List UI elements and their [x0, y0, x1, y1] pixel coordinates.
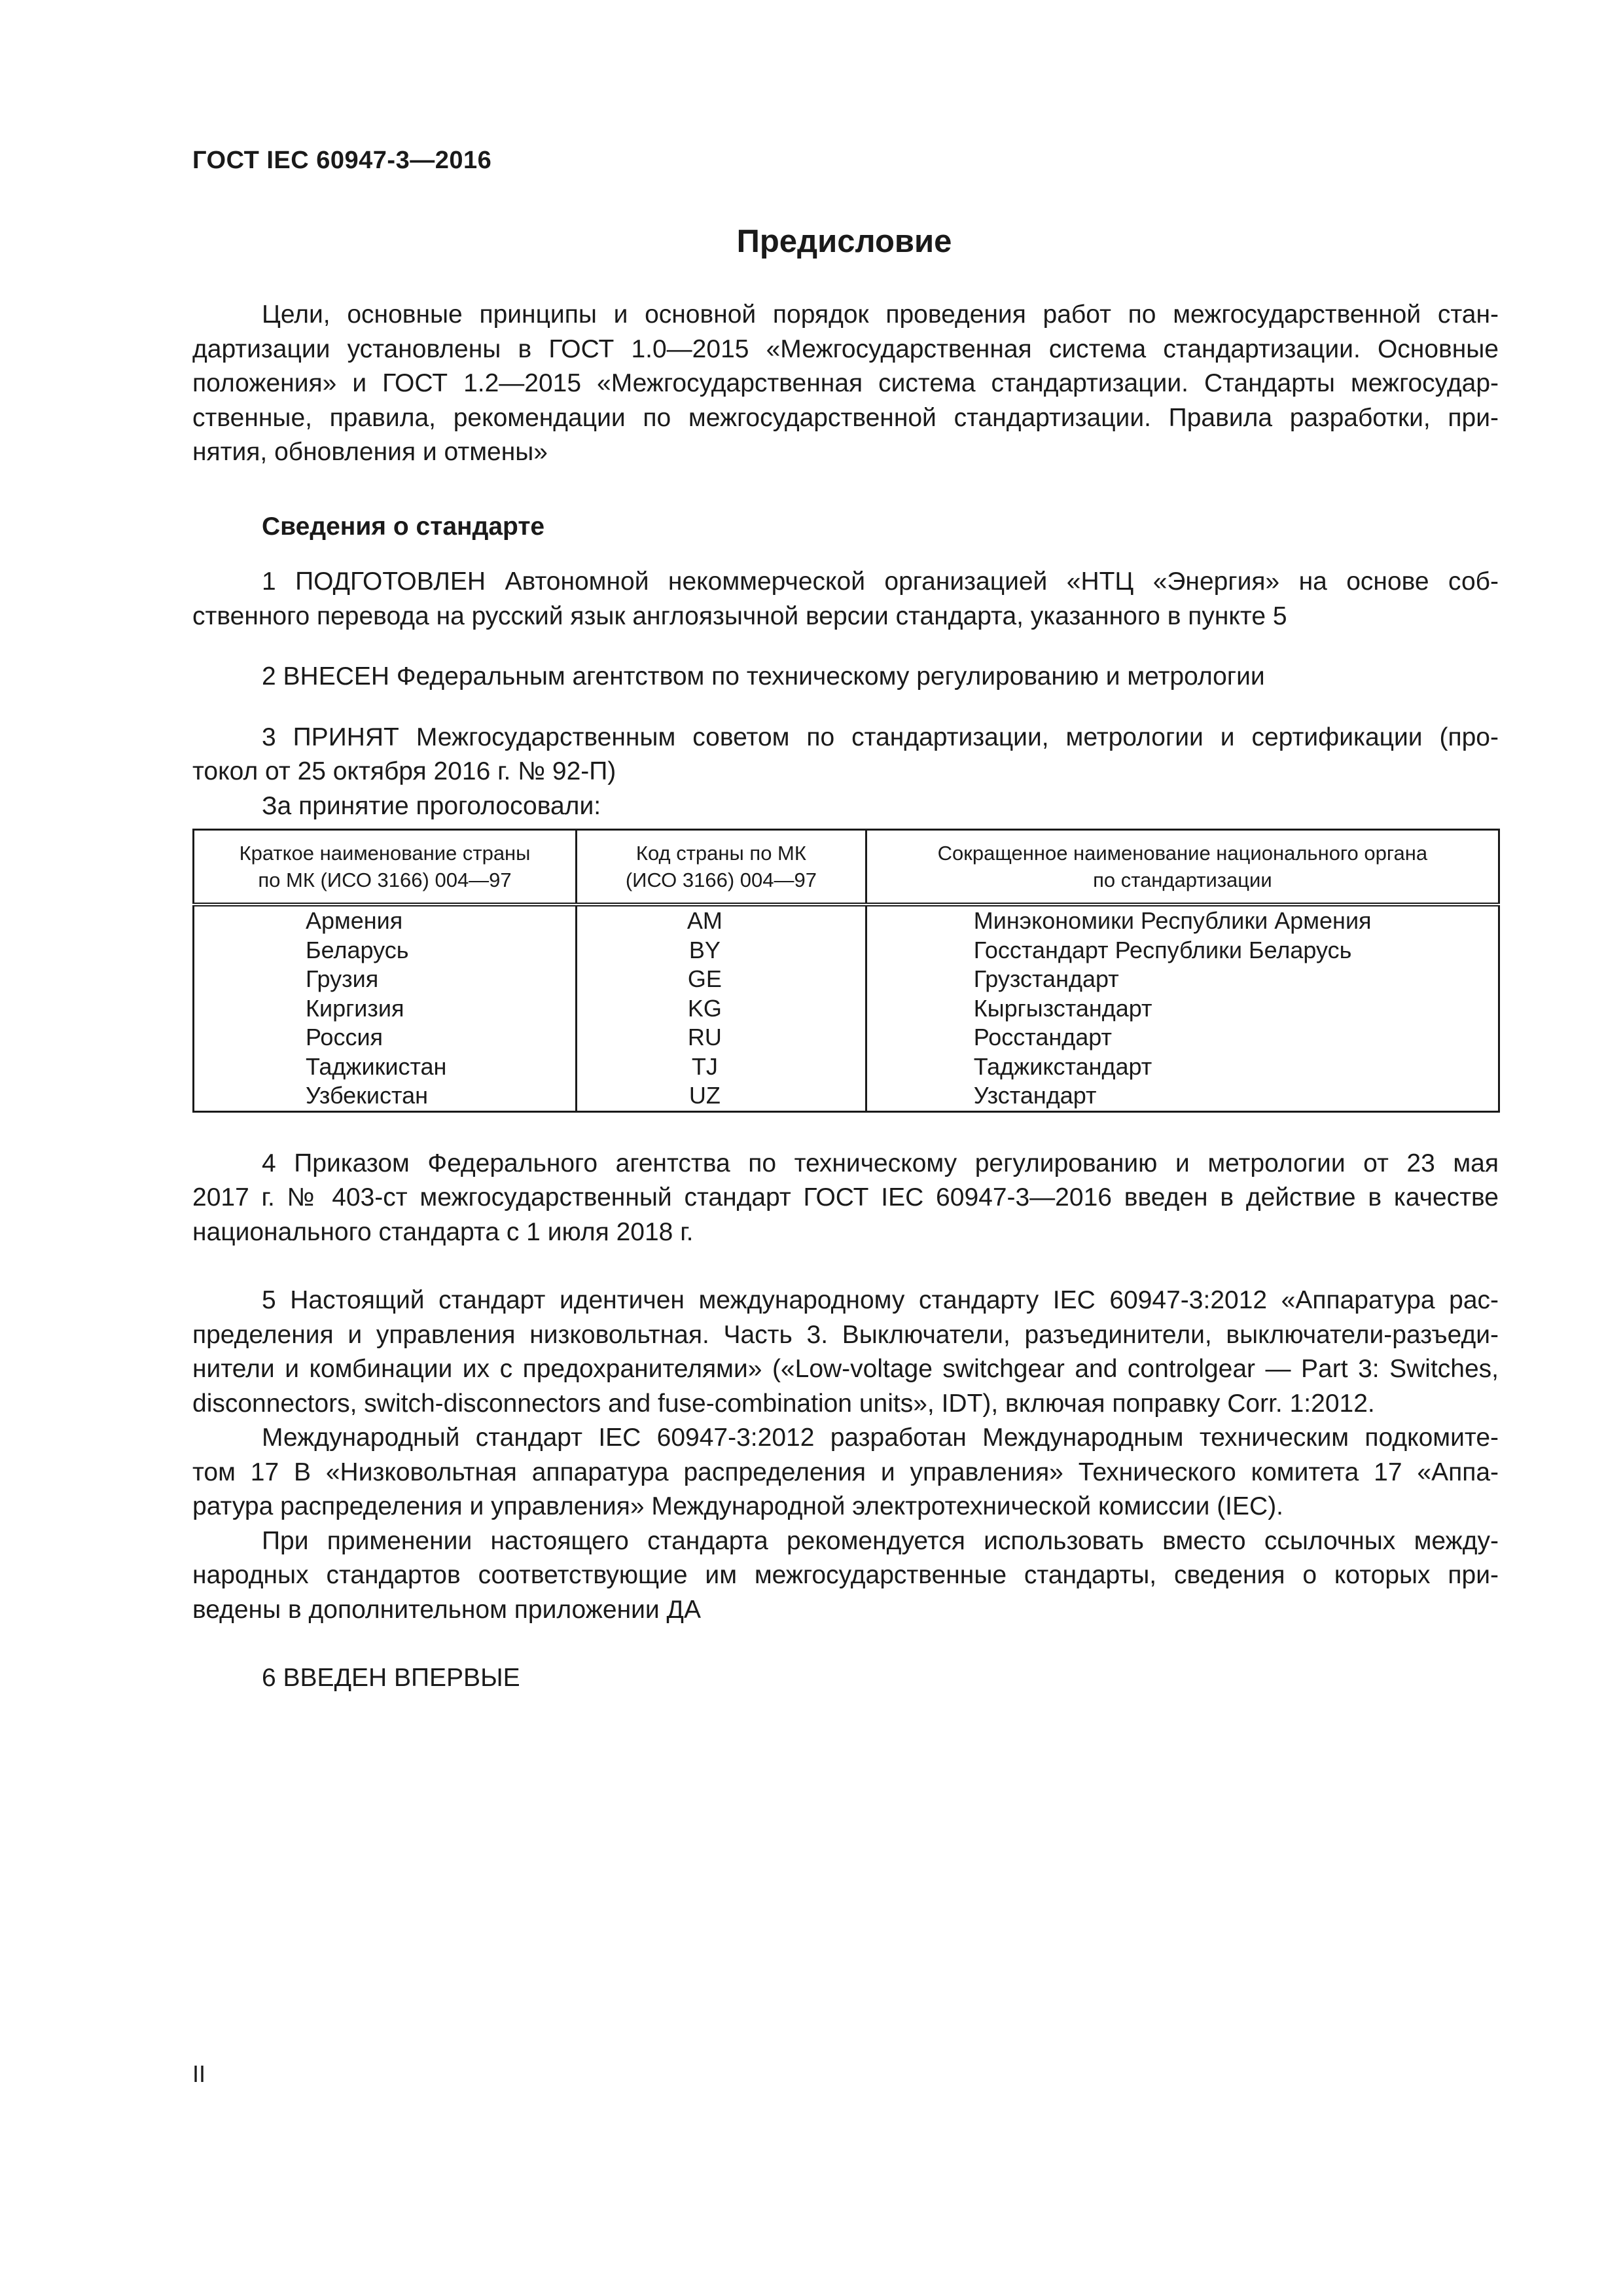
country-code: GE [687, 965, 722, 992]
item-3-paragraph [192, 721, 1499, 789]
text-line: При применении настоящего стандарта рекомендуется использовать вместо ссылочных между- [262, 1526, 1499, 1555]
country-name: Грузия [306, 965, 379, 992]
standards-body-cell [866, 905, 1499, 1111]
table-row [194, 905, 1499, 1111]
country-code: KG [687, 994, 722, 1022]
text-line: 3 ПРИНЯТ Межгосударственным советом по стандартизации, метрологии и сертификации (про- [262, 723, 1499, 751]
country-code: UZ [688, 1082, 721, 1109]
country-code: TJ [691, 1052, 718, 1080]
text-line: ственного перевода на русский язык англоязычной версии стандарта, указанного в пункте 5 [192, 601, 1287, 630]
code-cell [577, 905, 866, 1111]
item-5-paragraph [192, 1283, 1499, 1421]
text-line: ратура распределения и управления» Международной электротехнической комиссии (IEC). [192, 1492, 1284, 1520]
item-5-references-paragraph [192, 1524, 1499, 1628]
text-line: положения» и ГОСТ 1.2—2015 «Межгосударственная система стандартизации. Стандарты межгосудар- [192, 369, 1499, 397]
page-title: Предисловие [736, 224, 952, 259]
text-line: ведены в дополнительном приложении ДА [192, 1595, 701, 1624]
country-name: Россия [306, 1024, 383, 1050]
country-code: AM [687, 907, 722, 934]
item-5-iec-paragraph [192, 1421, 1499, 1524]
voted-label: За принятие проголосовали: [262, 791, 601, 820]
header-line: по стандартизации [1093, 869, 1272, 891]
standards-body-name: Грузстандарт [973, 965, 1119, 992]
text-line: 1 ПОДГОТОВЛЕН Автономной некоммерческой организацией «НТЦ «Энергия» на основе соб- [262, 567, 1499, 596]
column-header-code [577, 830, 866, 905]
standard-code-header: ГОСТ IEC 60947-3—2016 [192, 147, 492, 174]
text-line: токол от 25 октября 2016 г. № 92-П) [192, 757, 616, 785]
text-line: ственные, правила, рекомендации по межгосударственной стандартизации. Правила разработки, при- [192, 403, 1499, 432]
header-line: Код страны по МК [635, 842, 806, 865]
country-code: BY [688, 936, 721, 963]
header-line: (ИСО 3166) 004—97 [625, 869, 817, 891]
standards-body-name: Узстандарт [973, 1082, 1097, 1109]
text-line: том 17 В «Низковольтная аппаратура распределения и управления» Технического комитета 17 «Аппа- [192, 1458, 1499, 1486]
text-line: disconnectors, switch-disconnectors and fuse-combination units», IDT), включая поправку Corr. 1:2012. [192, 1389, 1375, 1418]
item-4-paragraph [192, 1147, 1499, 1250]
header-line: Сокращенное наименование национального органа [937, 842, 1428, 865]
item-6-paragraph: 6 ВВЕДЕН ВПЕРВЫЕ [262, 1664, 520, 1692]
item-1-paragraph [192, 565, 1499, 634]
header-line: по МК (ИСО 3166) 004—97 [258, 869, 512, 891]
document-body [192, 298, 1499, 1696]
member-states-table [192, 829, 1500, 1113]
section-heading-standard-info: Сведения о стандарте [262, 512, 545, 541]
text-line: нятия, обновления и отмены» [192, 438, 548, 466]
text-line: Цели, основные принципы и основной порядок проведения работ по межгосударственной стан- [262, 300, 1499, 329]
standards-body-name: Кыргызстандарт [973, 994, 1152, 1022]
country-name: Таджикистан [306, 1052, 447, 1080]
text-line: 4 Приказом Федерального агентства по техническому регулированию и метрологии от 23 мая [262, 1149, 1499, 1177]
text-line: дартизации установлены в ГОСТ 1.0—2015 «Межгосударственная система стандартизации. Основные [192, 334, 1499, 363]
standards-body-name: Росстандарт [973, 1024, 1112, 1050]
standards-body-name: Минэкономики Республики Армения [973, 907, 1372, 934]
header-line: Краткое наименование страны [239, 842, 531, 865]
country-cell [194, 905, 577, 1111]
text-line: национального стандарта с 1 июля 2018 г. [192, 1217, 694, 1246]
intro-paragraph [192, 298, 1499, 470]
text-line: нители и комбинации их с предохранителями» («Low-voltage switchgear and controlgear — Part 3: Switches, [192, 1355, 1499, 1383]
country-name: Армения [306, 907, 403, 934]
text-line: пределения и управления низковольтная. Часть 3. Выключатели, разъединители, выключатели-разъеди- [192, 1320, 1499, 1349]
country-name: Киргизия [306, 994, 404, 1022]
country-name: Узбекистан [306, 1082, 429, 1109]
text-line: 5 Настоящий стандарт идентичен международному стандарту IEC 60947-3:2012 «Аппаратура рас- [262, 1286, 1499, 1314]
table-header-row [194, 830, 1499, 905]
text-line: 2017 г. № 403-ст межгосударственный стандарт ГОСТ IEC 60947-3—2016 введен в действие в качестве [192, 1183, 1499, 1211]
standards-body-name: Таджикстандарт [973, 1052, 1152, 1080]
column-header-body [866, 830, 1499, 905]
country-code: RU [687, 1024, 722, 1050]
country-name: Беларусь [306, 936, 409, 963]
text-line: народных стандартов соответствующие им межгосударственные стандарты, сведения о которых при- [192, 1561, 1499, 1589]
item-2-paragraph: 2 ВНЕСЕН Федеральным агентством по техническому регулированию и метрологии [262, 662, 1265, 691]
column-header-country [194, 830, 577, 905]
standards-body-name: Госстандарт Республики Беларусь [973, 936, 1352, 963]
text-line: Международный стандарт IEC 60947-3:2012 разработан Международным техническим подкомите- [262, 1424, 1499, 1452]
page-number: II [192, 2060, 206, 2087]
